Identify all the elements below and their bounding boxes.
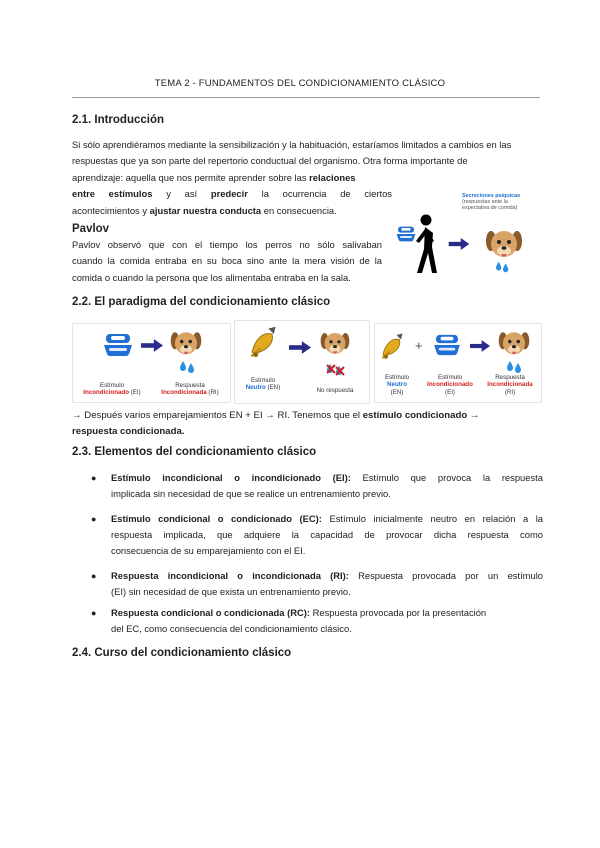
pairing-summary-line-1: → Después varios emparejamientos EN + EI → RI. Tenemos que el estímulo condicionado → <box>72 410 480 421</box>
bullet-icon: ● <box>91 473 97 483</box>
caption-en-pair: Estímulo Neutro (EN) <box>384 374 410 396</box>
saliva-drops-icon <box>494 260 512 274</box>
bell-icon <box>377 332 407 362</box>
food-bowl-icon <box>433 334 461 356</box>
intro-paragraph-cont <box>72 170 392 219</box>
section-heading-2-1: 2.1. Introducción <box>72 114 165 126</box>
caption-ri-pair: Respuesta Incondicionada (RI) <box>487 374 533 396</box>
arrow-icon <box>141 339 163 352</box>
list-item: ● Estímulo condicional o condicionado (EC): Estímulo inicialmente neutro en relación a la respuesta implicada, que adquiere la capacidad de provocar dicha respuesta como consecuencia de su emparejamiento con el EI. <box>91 513 543 556</box>
pairing-summary-line-2: respuesta condicionada. <box>72 426 185 438</box>
arrow-icon <box>448 238 470 250</box>
dog-icon <box>319 329 351 361</box>
caption-ri: Respuesta Incondicionada (RI) <box>161 382 219 397</box>
bullet-icon: ● <box>91 514 97 524</box>
intro-line-3: aprendizaje: aquella que nos permite aprender sobre las relaciones <box>72 171 356 183</box>
caption-en: Estímulo Neutro (EN) <box>245 377 281 392</box>
pairing-summary <box>72 408 547 441</box>
saliva-drops-icon <box>505 359 525 375</box>
panel-neutral <box>234 320 370 404</box>
arrow-icon <box>470 340 490 352</box>
intro-line-2: respuestas que ya son parte del repertorio conductual del organismo. Otra forma importante de <box>72 155 468 167</box>
plus-sign: + <box>415 338 423 353</box>
person-walking-icon <box>412 214 438 278</box>
pavlov-paragraph <box>72 237 382 286</box>
panel-unconditioned <box>72 323 231 403</box>
psychic-secretions-label: Secreciones psíquicas (respuestas ante la expectativa de comida) <box>462 193 521 212</box>
section-heading-2-3: 2.3. Elementos del condicionamiento clásico <box>72 446 317 458</box>
header-divider <box>72 97 540 98</box>
pavlov-line-3: comida o cuando la persona que los alimentaba entraba en la sala. <box>72 271 351 283</box>
list-item: ● Respuesta incondicional o incondicionada (RI): Respuesta provocada por un estímulo (EI) sin necesidad de que exista un entrenamiento previo. <box>91 570 543 597</box>
pavlov-line-1: Pavlov observó que con el tiempo los perros no sólo salivaban <box>72 239 382 250</box>
list-item: ● Estímulo incondicional o incondicionado (EI): Estímulo que provoca la respuesta implicada sin necesidad de que se realice un entrenamiento previo. <box>91 472 543 499</box>
section-heading-2-4: 2.4. Curso del condicionamiento clásico <box>72 647 292 659</box>
caption-no-response: No respuesta <box>316 387 354 394</box>
pavlov-line-2: cuando la comida entraba en su boca sino ante la mera visión de la <box>72 255 382 267</box>
caption-ei-pair: Estímulo Incondicionado (EI) <box>427 374 473 396</box>
intro-line-1: Si sólo aprendiéramos mediante la sensibilización y la habituación, estaríamos limitados a cambios en las <box>72 139 512 150</box>
no-saliva-icon <box>325 361 345 377</box>
panel-pairing <box>374 323 542 403</box>
intro-line-5: acontecimientos y ajustar nuestra conducta en consecuencia. <box>72 204 337 216</box>
list-item: ● Respuesta condicional o condicionada (RC): Respuesta provocada por la presentación del EC, como consecuencia del condicionamiento clásico. <box>91 607 487 634</box>
dog-icon <box>497 328 531 362</box>
pavlov-figure <box>394 190 544 282</box>
page-header-title: TEMA 2 - FUNDAMENTOS DEL CONDICIONAMIENTO CLÁSICO <box>154 78 446 89</box>
dog-icon <box>169 328 203 362</box>
pavlov-heading: Pavlov <box>72 223 110 235</box>
bullet-icon: ● <box>91 571 97 581</box>
saliva-drops-icon <box>178 359 198 375</box>
intro-paragraph <box>72 137 544 170</box>
section-heading-2-2: 2.2. El paradigma del condicionamiento clásico <box>72 296 331 308</box>
food-bowl-icon <box>103 333 133 357</box>
bullet-icon: ● <box>91 608 97 618</box>
arrow-icon <box>289 341 311 354</box>
bell-icon <box>245 325 281 361</box>
intro-line-4: entre estímulos y así predecir la ocurrencia de ciertos <box>72 188 392 200</box>
caption-ei: Estímulo Incondicionado (EI) <box>83 382 141 397</box>
